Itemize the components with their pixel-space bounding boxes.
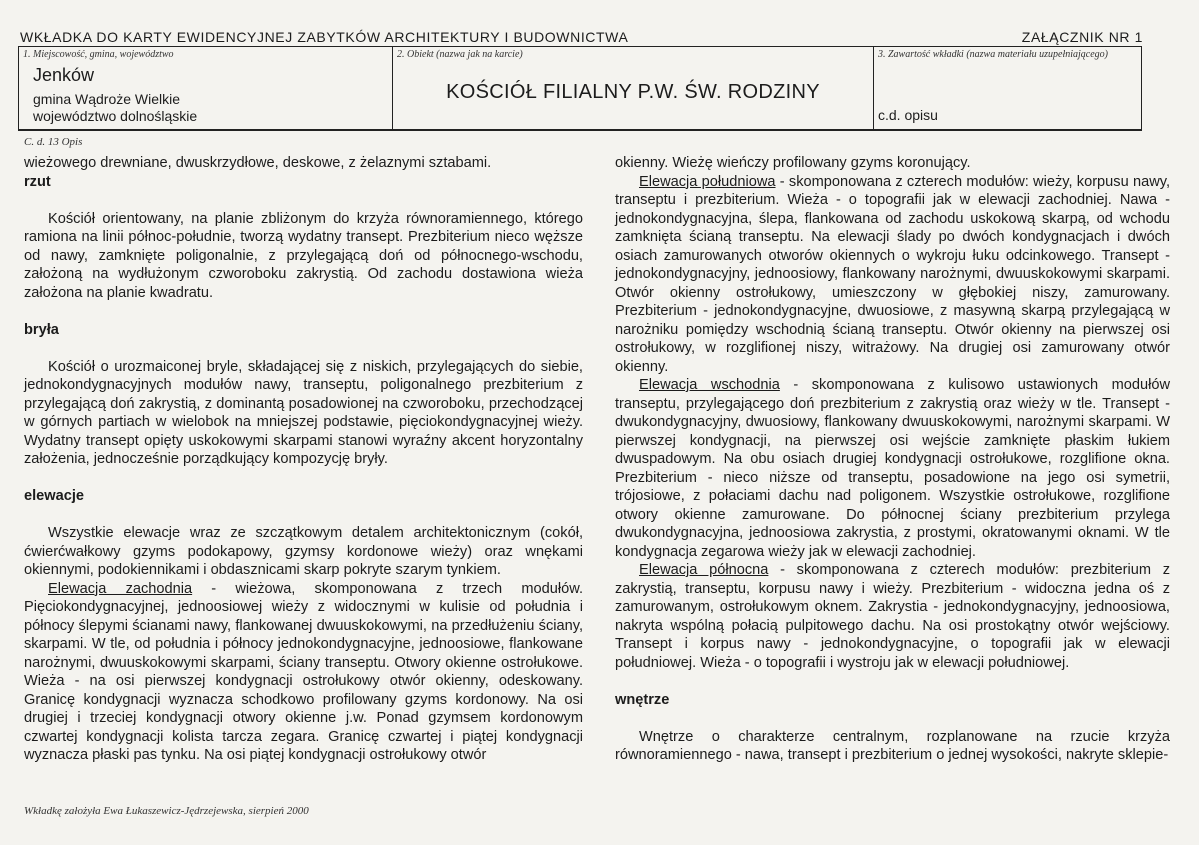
gmina-name: gmina Wądroże Wielkie [33, 91, 181, 107]
contents-cell [874, 47, 1141, 129]
label-elewacja-wschodnia: Elewacja wschodnia [639, 377, 780, 393]
left-column [24, 154, 583, 765]
contents-value: c.d. opisu [878, 107, 938, 123]
heading-elewacje: elewacje [24, 488, 85, 504]
paragraph-elewacje: Wszystkie elewacje wraz ze szczątkowym detalem architektonicznym (cokół, ćwierćwałkowy gzyms podokapowy, gzymsy kordonowe wieży) oraz wnękami okiennymi, podokiennikami i obdasznicami skarp pokryte szarym tynkiem. [24, 525, 583, 578]
place-name: Jenków [33, 65, 95, 85]
paragraph-elewacja-polnocna [615, 561, 1170, 672]
paragraph-bryla: Kościół o urozmaiconej bryle, składającej się z niskich, przylegających do siebie, jednokondygnacyjnych modułów nawy, transeptu, poligonalnego prezbiterium z przylegającą doń zakrystią, z dominantą posadowionej na czworoboku, przechodzącej w górnych partiach w wielobok na mniejszej podstawie, pięciokondygnacyjnej wieży. Wydatny transept opięty uskokowymi skarpami stanowi wyraźny akcent horyzontalny założenia, jednocześnie porządkujący kompozycję bryły. [24, 358, 583, 467]
contents-label: 3. Zawartość wkładki (nazwa materiału uzupełniającego) [878, 49, 1108, 60]
label-elewacja-polnocna: Elewacja północna [639, 562, 769, 578]
footer-author: Wkładkę założyła Ewa Łukaszewicz-Jędrzejewska, sierpień 2000 [24, 805, 309, 817]
text-elewacja-polnocna: - skomponowana z czterech modułów: prezbiterium z zakrystią, transeptu, korpusu nawy i wieży. Prezbiterium - widoczna jedna oś z zamurowanym, ostrołukowym oknem. Zakrystia - jednokondygnacyjny, jednoosiowa, nakryta wspólną połacią pulpitowego dachu. Na osi prostokątny otwór wejściowy. Transept i korpus nawy - jednokondygnacyjne, o topografii jak w elewacji południowej. Wieża - o topografii i wystroju jak w elewacji południowej. [615, 562, 1170, 671]
heading-rzut: rzut [24, 173, 51, 190]
paragraph-elewacja-zachodnia [24, 580, 583, 765]
right-column [615, 154, 1170, 765]
paragraph-wnetrze: Wnętrze o charakterze centralnym, rozplanowane na rzucie krzyża równoramiennego - nawa, transept i prezbiterium o jednej wysokości, nakryte sklepie- [615, 728, 1170, 763]
paragraph: okienny. Wieżę wieńczy profilowany gzyms koronujący. [615, 155, 971, 171]
text-elewacja-zachodnia: - wieżowa, skomponowana z trzech modułów. Pięciokondygnacyjnej, jednoosiowej wieży z widocznymi w kulisie od południa i północy ślepymi ścianami nawy, flankowanej dwuuskokowymi, na przedłużeniu ściany, skarpami. W tle, od południa i północy jednokondygnacyjne, jednoosiowe, flankowane narożnymi, dwuuskokowymi skarpami, ściany transeptu. Otwory okienne ostrołukowe. Wieża - na osi pierwszej kondygnacji ostrołukowy otwór okienny, odeskowany. Granicę kondygnacji wyznacza schodkowo profilowany gzyms kordonowy. Na osi drugiej i trzeciej kondygnacji otwory okienne j.w. Ponad gzymsem kordonowym czwartej kondygnacji kolista tarcza zegara. Granicę czwartej i piątej kondygnacji wyznacza płaski pas tynku. Na osi piątej kondygnacji ostrołukowy otwór [24, 580, 583, 763]
object-cell [393, 47, 874, 129]
location-cell [19, 47, 393, 129]
text-elewacja-poludniowa: - skomponowana z czterech modułów: wieży, korpusu nawy, transeptu i prezbiterium. Wieża - o topografii jak w elewacji zachodniej. Nawa - jednokondygnacyjna, ślepa, flankowana od zachodu uskokową skarpą, od wchodu zamknięta ścianą transeptu. Na elewacji ślady po dwóch kondygnacjach i dwóch osiach zamurowanych otworów okiennych o wykroju łuku odcinkowego. Transept - jednokondygnacyjny, jednoosiowy, flankowany narożnymi, dwuuskokowymi skarpami. Otwór okienny ostrołukowy, umieszczony w głębokiej niszy, zamurowany. Prezbiterium - jednokondygnacyjne, dwuosiowe, z masywną skarpą przylegającą w narożniku pomiędzy wschodnią ścianą transeptu. Otwór okienny na pierwszej osi ostrołukowy, w rozglifionej niszy, witrażowy. Na drugiej osi zamurowany otwór okienny. [615, 173, 1171, 375]
label-elewacja-poludniowa: Elewacja południowa [639, 173, 776, 190]
voivodeship-name: województwo dolnośląskie [33, 108, 198, 124]
object-name: KOŚCIÓŁ FILIALNY P.W. ŚW. RODZINY [446, 81, 820, 103]
heading-bryla: bryła [24, 321, 59, 338]
attachment-number: ZAŁĄCZNIK NR 1 [1021, 29, 1143, 45]
paragraph-elewacja-poludniowa [615, 173, 1170, 377]
paragraph: wieżowego drewniane, dwuskrzydłowe, deskowe, z żelaznymi sztabami. [24, 155, 492, 171]
label-elewacja-zachodnia: Elewacja zachodnia [48, 580, 193, 597]
header-table [18, 46, 1142, 131]
paragraph-rzut: Kościół orientowany, na planie zbliżonym do krzyża równoramiennego, którego ramiona na linii północ-południe, tworzą wydatny transept. Prezbiterium nieco węższe od nawy, zamknięte poligonalnie, z przylegającą doń od północnego-wschodu, założoną na wydłużonym czworoboku zakrystią. Od zachodu dostawiona wieża założona na planie kwadratu. [24, 210, 583, 301]
heading-wnetrze: wnętrze [615, 691, 670, 708]
continuation-label: C. d. 13 Opis [24, 136, 83, 148]
form-title: WKŁADKA DO KARTY EWIDENCYJNEJ ZABYTKÓW ARCHITEKTURY I BUDOWNICTWA [20, 29, 629, 45]
text-elewacja-wschodnia: - skomponowana z kulisowo ustawionych modułów transeptu, przylegającego doń prezbiterium z zakrystią oraz wieży w tle. Transept - dwukondygnacyjny, dwuosiowy, flankowany dwuuskokowymi, narożnymi skarpami. W pierwszej kondygnacji, na pierwszej osi wejście zamknięte płaskim łukiem dwuspadowym. Na obu osiach drugiej kondygnacji ostrołukowe, rozglifione okna. Prezbiterium - nieco niższe od transeptu, posadowione na jego osi symetrii, trójosiowe, z połaciami dachu nad poligonem. Wszystkie ostrołukowe, rozglifione otwory okienne zamurowane. Do północnej ściany prezbiterium przylega dwukondygnacyjna, jednoosiowa zakrystia, z prostymi, okratowanymi oknami. W tle kondygnacja zegarowa wieży jak w elewacji zachodniej. [615, 377, 1170, 560]
location-label: 1. Miejscowość, gmina, województwo [23, 49, 174, 60]
paragraph-elewacja-wschodnia [615, 376, 1170, 561]
object-label: 2. Obiekt (nazwa jak na karcie) [397, 49, 523, 60]
